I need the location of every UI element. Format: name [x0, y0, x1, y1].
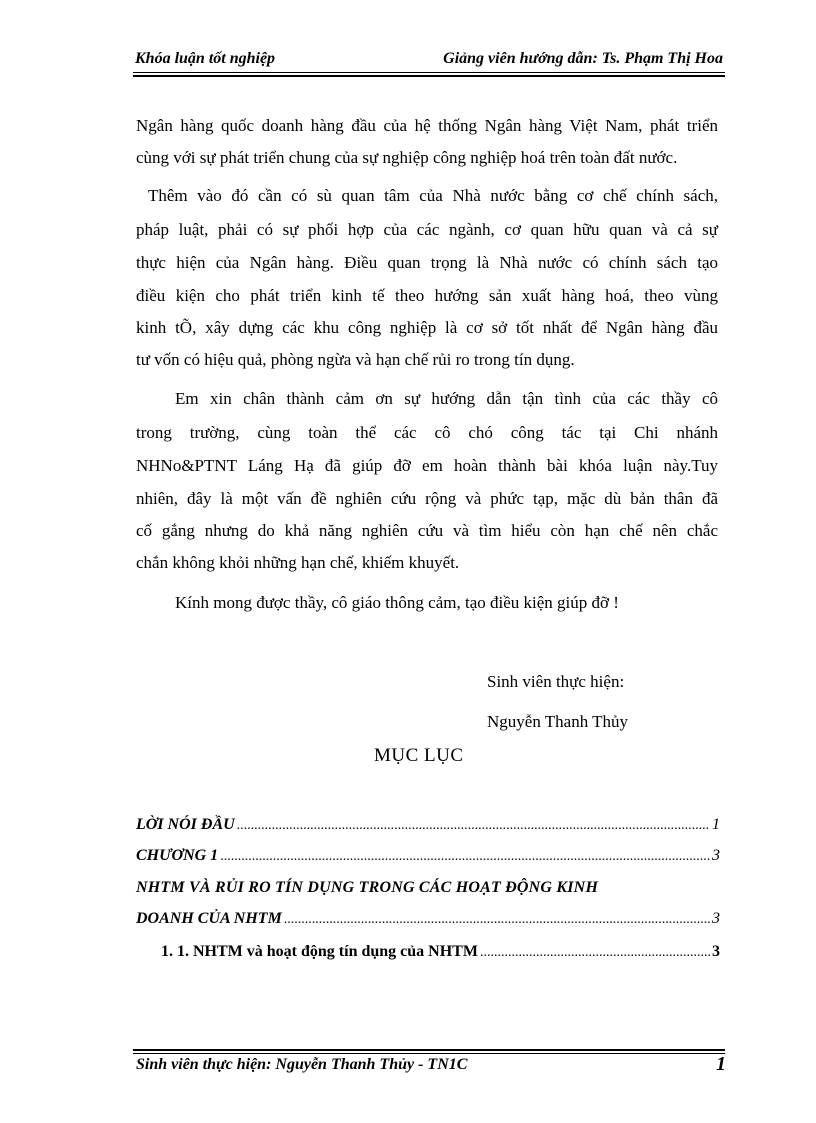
footer-rule-thick — [133, 1049, 725, 1051]
body-line: cố gắng nhưng do khả năng nghiên cứu và tìm hiểu còn hạn chế nên chắc — [136, 521, 718, 540]
body-line: pháp luật, phải có sự phối hợp của các ngành, cơ quan hữu quan và cả sự — [136, 220, 718, 239]
body-line: cùng với sự phát triển chung của sự nghiệp công nghiệp hoá trên toàn đất nước. — [136, 148, 678, 167]
body-line: chắn không khỏi những hạn chế, khiếm khuyết. — [136, 553, 460, 572]
footer-rule — [133, 1053, 725, 1054]
toc-leader — [220, 849, 710, 865]
body-line: thực hiện của Ngân hàng. Điều quan trọng là Nhà nước có chính sách tạo — [136, 253, 718, 272]
toc-title: MỤC LỤC — [374, 745, 464, 766]
body-line: Thêm vào đó cần có sù quan tâm của Nhà nước bằng cơ chế chính sách, — [148, 186, 718, 205]
page-number: 1 — [716, 1053, 726, 1075]
toc-leader — [237, 818, 710, 834]
body-line: tư vốn có hiệu quả, phòng ngừa và hạn chế rủi ro trong tín dụng. — [136, 350, 575, 369]
toc-entry-page: 3 — [712, 847, 720, 864]
header-rule — [133, 72, 725, 73]
body-line: Em xin chân thành cảm ơn sự hướng dẫn tận tình của các thầy cô — [175, 389, 718, 408]
toc-entry[interactable] — [136, 843, 720, 865]
toc-entry-page: 3 — [712, 910, 720, 927]
toc-entry[interactable] — [136, 906, 720, 928]
signature-name: Nguyễn Thanh Thủy — [487, 712, 629, 731]
toc-entry-page: 1 — [712, 816, 720, 833]
toc-entry[interactable] — [136, 812, 720, 834]
body-line: nhiên, đây là một vấn đề nghiên cứu rộng và phức tạp, mặc dù bản thân đã — [136, 489, 718, 508]
body-line: trong trường, cùng toàn thể các cô chó công tác tại Chi nhánh — [136, 423, 718, 442]
body-line: điều kiện cho phát triển kinh tế theo hướng sản xuất hàng hoá, theo vùng — [136, 286, 718, 305]
toc-entry-text: CHƯƠNG 1 — [136, 847, 219, 864]
toc-leader — [480, 945, 710, 961]
header-title: Khóa luận tốt nghiệp — [135, 50, 276, 67]
footer-student: Sinh viên thực hiện: Nguyễn Thanh Thủy - TN1C — [136, 1056, 468, 1073]
body-line: Ngân hàng quốc doanh hàng đầu của hệ thống Ngân hàng Việt Nam, phát triển — [136, 116, 718, 135]
toc-entry[interactable] — [161, 939, 720, 961]
body-line: Kính mong được thầy, cô giáo thông cảm, tạo điều kiện giúp đỡ ! — [175, 593, 619, 612]
body-line: kinh tÕ, xây dựng các khu công nghiệp là cơ sở tốt nhất để Ngân hàng đầu — [136, 318, 718, 337]
header-advisor: Giảng viên hướng dẫn: Ts. Phạm Thị Hoa — [443, 50, 723, 67]
body-line: NHNo&PTNT Láng Hạ đã giúp đỡ em hoàn thành bài khóa luận này.Tuy — [136, 456, 718, 475]
header-rule-thick — [133, 75, 725, 77]
toc-entry-text: LỜI NÓI ĐẦU — [136, 816, 235, 833]
toc-entry-text: DOANH CỦA NHTM — [136, 910, 282, 927]
toc-entry-page: 3 — [712, 943, 720, 960]
signature-role: Sinh viên thực hiện: — [487, 672, 625, 691]
page-header — [133, 50, 723, 72]
toc-entry-text: 1. 1. NHTM và hoạt động tín dụng của NHTM — [161, 943, 478, 960]
toc-entry-text[interactable]: NHTM VÀ RỦI RO TÍN DỤNG TRONG CÁC HOẠT ĐỘNG KINH — [136, 879, 599, 896]
toc-leader — [284, 912, 710, 928]
